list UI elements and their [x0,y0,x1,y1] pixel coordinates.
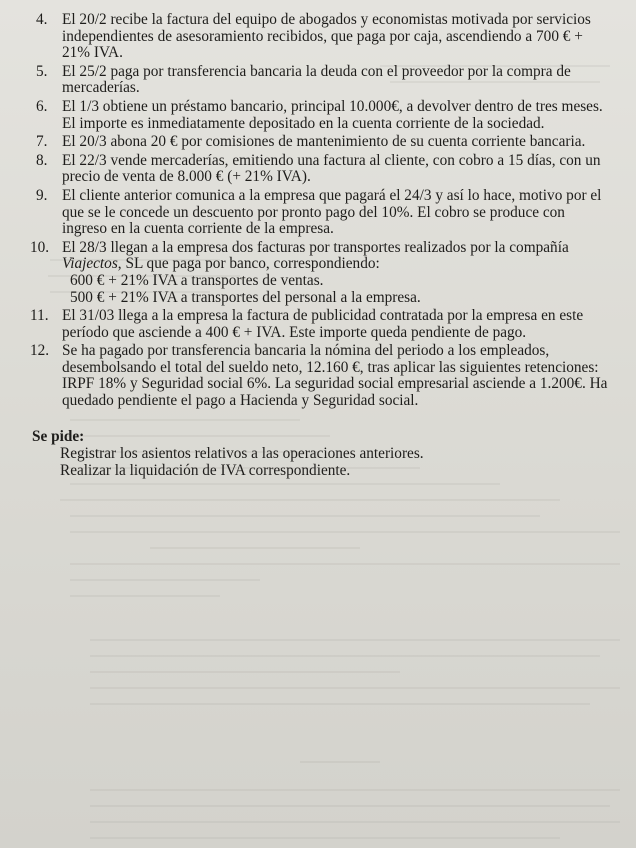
item-line: El 20/2 recibe la factura del equipo de abogados y economistas motivada por servicios [62,11,591,28]
item-line: ingreso en la cuenta corriente de la empresa. [62,220,334,238]
task-line: Registrar los asientos relativos a las operaciones anteriores. [60,444,424,462]
list-item-6 [0,99,636,132]
item-line [62,256,622,273]
item-line: El 31/03 llega a la empresa la factura de publicidad contratada por la empresa en este [62,307,584,325]
item-line: que se le concede un descuento por pronto pago del 10%. El cobro se produce con [62,203,565,221]
item-line: El 25/2 paga por transferencia bancaria la deuda con el proveedor por la compra de [62,62,571,80]
company-line-rest: , SL que paga por banco, correspondiendo: [117,255,380,273]
item-line: mercaderías. [62,79,140,97]
item-number: 11. [30,307,49,325]
item-line: El importe es inmediatamente depositado en la cuenta corriente de la sociedad. [62,114,545,132]
item-number: 8. [36,151,48,169]
item-line: IRPF 18% y Seguridad social 6%. La seguridad social empresarial asciende a 1.200€. Ha [62,375,608,393]
item-line: 21% IVA. [62,44,123,62]
item-number: 7. [36,133,48,151]
list-item-4 [0,12,636,62]
item-line: quedado pendiente el pago a Hacienda y Seguridad social. [62,392,419,410]
list-item-12 [0,343,636,409]
item-subline: 600 € + 21% IVA a transportes de ventas. [70,271,324,289]
item-line: El 22/3 vende mercaderías, emitiendo una factura al cliente, con cobro a 15 días, con un [62,151,601,169]
item-number: 4. [36,11,48,28]
item-line: El cliente anterior comunica a la empresa que pagará el 24/3 y así lo hace, motivo por el [62,186,602,204]
se-pide-heading: Se pide: [32,427,85,445]
item-line: desembolsando el total del sueldo neto, 12.160 €, tras aplicar las siguientes retenciones: [62,358,599,376]
item-number: 10. [30,238,50,256]
item-number: 9. [36,186,48,204]
item-line: El 1/3 obtiene un préstamo bancario, principal 10.000€, a devolver dentro de tres meses. [62,97,603,115]
item-line: independientes de asesoramiento recibidos, que paga por caja, ascendiendo a 700 € + [62,27,583,45]
item-number: 5. [36,62,48,80]
list-item-8 [0,153,636,186]
list-item-11 [0,308,636,341]
item-line: El 20/3 abona 20 € por comisiones de mantenimiento de su cuenta corriente bancaria. [62,133,586,151]
item-line: período que asciende a 400 € + IVA. Este importe queda pendiente de pago. [62,323,527,341]
item-subline: 500 € + 21% IVA a transportes del personal a la empresa. [70,288,421,306]
company-name: Viajectos [62,255,118,273]
item-number: 12. [30,342,50,360]
list-item-10 [0,240,636,306]
item-line: El 28/3 llegan a la empresa dos facturas por transportes realizados por la compañía [62,238,569,256]
list-item-7 [0,134,636,151]
item-line: Se ha pagado por transferencia bancaria la nómina del periodo a los empleados, [62,342,550,360]
list-item-5 [0,64,636,97]
item-line: precio de venta de 8.000 € (+ 21% IVA). [62,168,311,186]
item-number: 6. [36,97,48,115]
task-line: Realizar la liquidación de IVA correspondiente. [60,461,351,479]
list-item-9 [0,188,636,238]
exercise-list [0,12,636,479]
